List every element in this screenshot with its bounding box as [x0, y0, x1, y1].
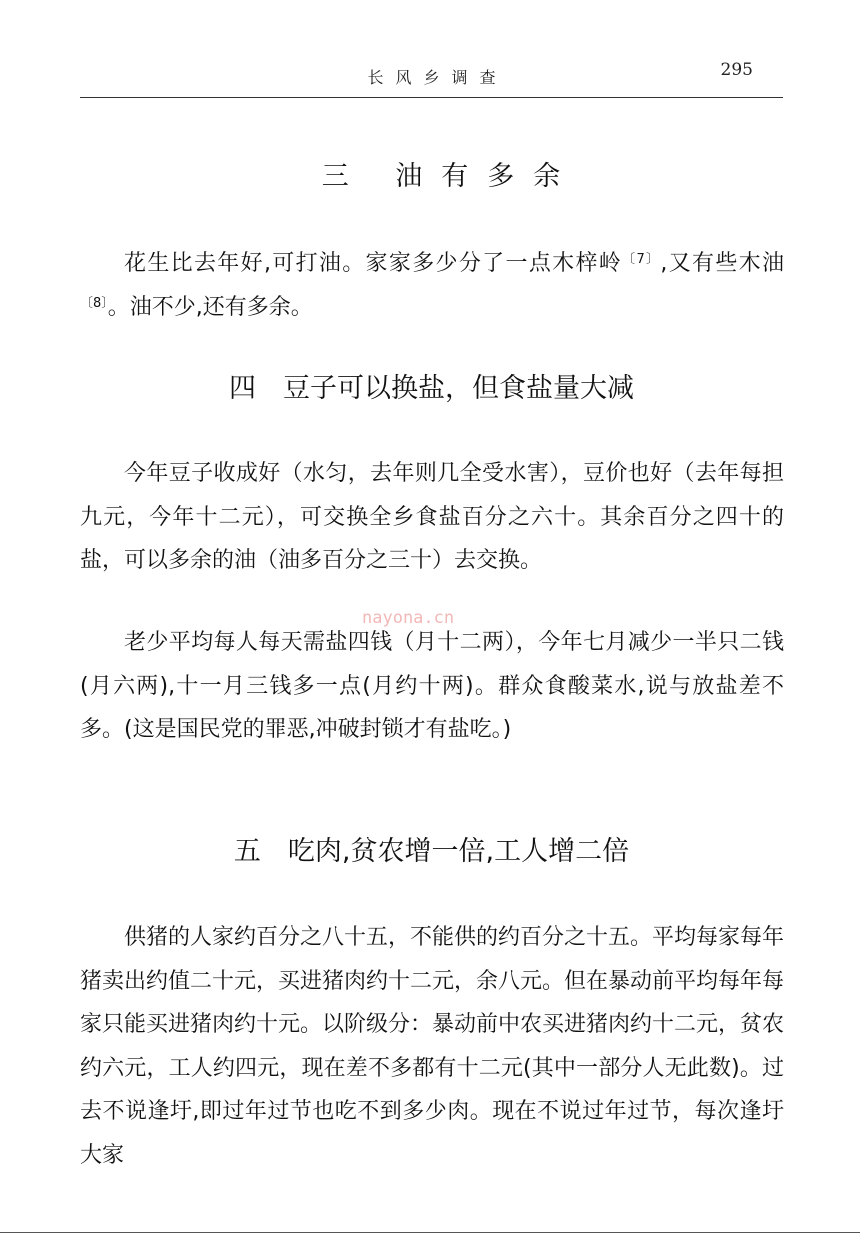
section-4-paragraph-2: 老少平均每人每天需盐四钱（月十二两），今年七月减少一半只二钱(月六两),十一月三钱多一点(月约十两)。群众食酸菜水,说与放盐差不多。(这是国民党的罪恶,冲破封锁才有盐吃。) [80, 630, 784, 743]
section-5-paragraph-1: 供猪的人家约百分之八十五，不能供的约百分之十五。平均每家每年猪卖出约值二十元，买进猪肉约十二元，余八元。但在暴动前平均每年每家只能买进猪肉约十元。以阶级分：暴动前中农买进猪肉约十二元，贫农约六元，工人约四元，现在差不多都有十二元(其中一部分人无此数)。过去不说逢圩,即过年过节也吃不到多少肉。现在不说过年过节，每次逢圩大家 [80, 925, 785, 1168]
section-4-paragraph-1: 今年豆子收成好（水匀，去年则几全受水害），豆价也好（去年每担九元，今年十二元），可交换全乡食盐百分之六十。其余百分之四十的盐，可以多余的油（油多百分之三十）去交换。 [80, 461, 784, 574]
section-title-4: 四 豆子可以换盐，但食盐量大减 [229, 373, 634, 404]
running-title: 长风乡调查 [367, 68, 508, 87]
page-number: 295 [720, 60, 753, 80]
watermark: nayona.cn [362, 608, 455, 628]
paragraph-text: 花生比去年好,可打油。家家多少分了一点木梓岭 [124, 251, 623, 276]
section-3-paragraph [80, 242, 784, 329]
bottom-rule [0, 1232, 860, 1233]
page-header [80, 55, 783, 98]
section-title-3: 三 油有多余 [321, 161, 580, 192]
footnote-ref-8[interactable]: 〔8〕 [80, 295, 108, 311]
footnote-ref-7[interactable]: 〔7〕 [622, 252, 661, 267]
paragraph-text: 。油不少,还有多余。 [107, 294, 313, 320]
paragraph-text: ,又有些木油 [660, 251, 784, 276]
section-title-5: 五 吃肉,贫农增一倍,工人增二倍 [233, 836, 630, 867]
